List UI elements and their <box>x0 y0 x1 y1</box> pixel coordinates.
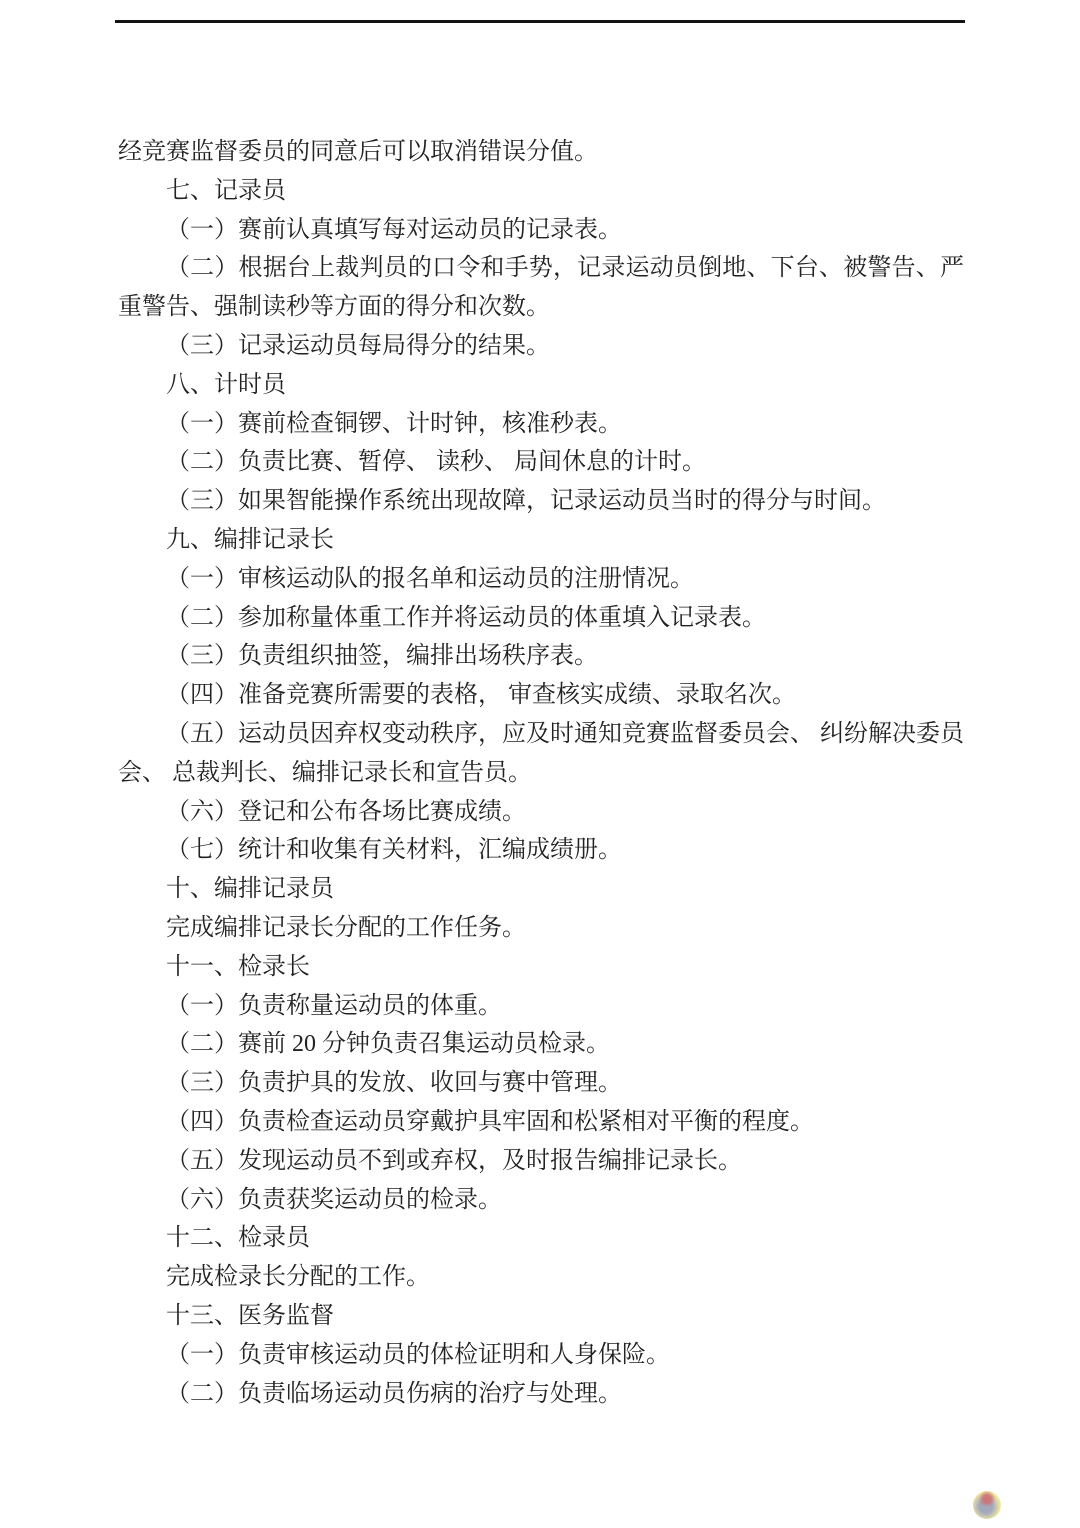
seal-watermark-icon <box>973 1491 1001 1519</box>
document-body <box>118 133 964 1413</box>
paragraph: 完成编排记录长分配的工作任务。 <box>166 914 526 941</box>
paragraph: （六）负责获奖运动员的检录。 <box>166 1186 502 1213</box>
paragraph: 十二、检录员 <box>166 1225 310 1252</box>
paragraph: （一）负责审核运动员的体检证明和人身保险。 <box>166 1341 670 1368</box>
paragraph: （一）审核运动队的报名单和运动员的注册情况。 <box>166 565 694 592</box>
paragraph: 十一、检录长 <box>166 953 310 980</box>
header-rule <box>115 20 965 23</box>
paragraph: （三）如果智能操作系统出现故障，记录运动员当时的得分与时间。 <box>166 488 886 515</box>
paragraph: （四）准备竞赛所需要的表格， 审查核实成绩、录取名次。 <box>166 682 796 709</box>
paragraph: （一）赛前认真填写每对运动员的记录表。 <box>166 216 622 243</box>
paragraph: 完成检录长分配的工作。 <box>166 1264 430 1291</box>
paragraph: （五）发现运动员不到或弃权，及时报告编排记录长。 <box>166 1147 742 1174</box>
paragraph: 经竞赛监督委员的同意后可以取消错误分值。 <box>118 139 598 165</box>
paragraph: （四）负责检查运动员穿戴护具牢固和松紧相对平衡的程度。 <box>166 1108 814 1135</box>
paragraph: （二）负责比赛、暂停、 读秒、 局间休息的计时。 <box>166 449 706 476</box>
paragraph: 十三、医务监督 <box>166 1302 334 1329</box>
paragraph: （二）赛前 20 分钟负责召集运动员检录。 <box>166 1031 610 1058</box>
paragraph: （三）记录运动员每局得分的结果。 <box>166 332 550 359</box>
paragraph: （一）赛前检查铜锣、计时钟，核准秒表。 <box>166 410 622 437</box>
paragraph: （二）参加称量体重工作并将运动员的体重填入记录表。 <box>166 604 766 631</box>
paragraph: 十、编排记录员 <box>166 876 334 903</box>
paragraph: （三）负责护具的发放、收回与赛中管理。 <box>166 1070 622 1097</box>
paragraph: （一）负责称量运动员的体重。 <box>166 992 502 1019</box>
paragraph: （六）登记和公布各场比赛成绩。 <box>166 798 526 825</box>
paragraph: 九、编排记录长 <box>166 526 334 553</box>
paragraph: （二）负责临场运动员伤病的治疗与处理。 <box>166 1380 622 1407</box>
paragraph: （五）运动员因弃权变动秩序，应及时通知竞赛监督委员会、 纠纷解决委员会、 总裁判长、编排记录长和宣告员。 <box>118 720 964 786</box>
paragraph: （二）根据台上裁判员的口令和手势，记录运动员倒地、下台、被警告、严重警告、强制读秒等方面的得分和次数。 <box>118 255 964 321</box>
paragraph: （三）负责组织抽签，编排出场秩序表。 <box>166 643 598 670</box>
paragraph: （七）统计和收集有关材料，汇编成绩册。 <box>166 837 622 864</box>
paragraph: 八、计时员 <box>166 371 286 398</box>
paragraph: 七、记录员 <box>166 177 286 204</box>
